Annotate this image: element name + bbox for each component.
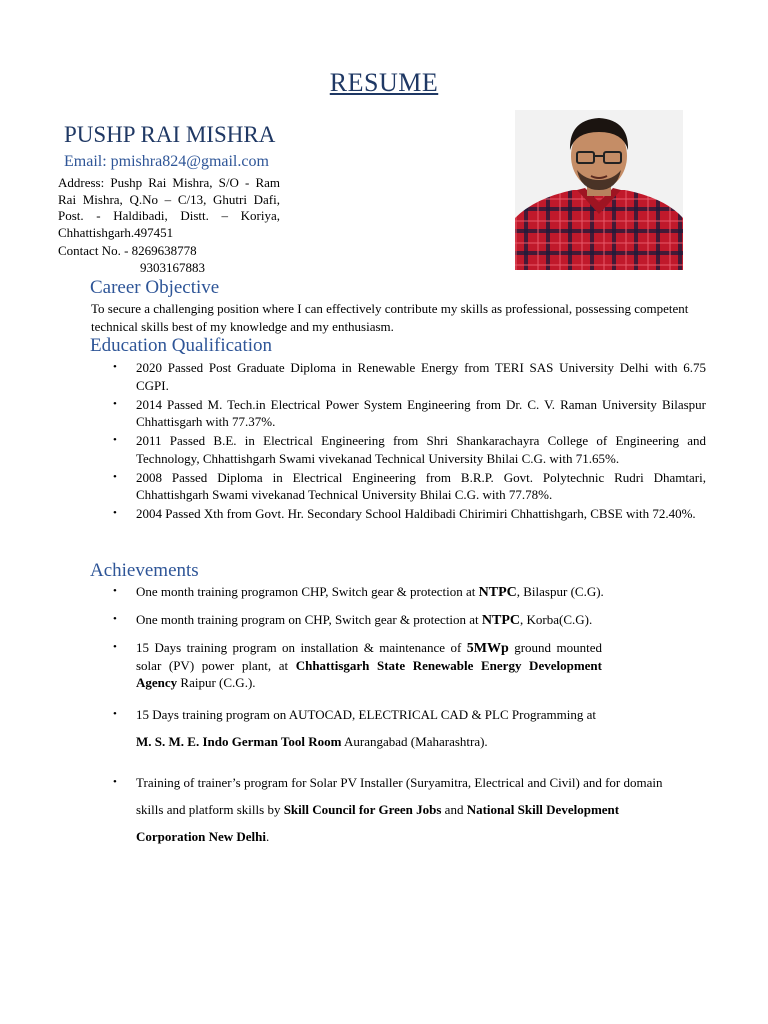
page-title: RESUME bbox=[329, 68, 439, 97]
achievement-org: Skill Council for Green Jobs bbox=[283, 802, 442, 817]
achievement-text: Raipur (C.G.). bbox=[177, 675, 256, 690]
list-item: • 2004 Passed Xth from Govt. Hr. Secondary School Haldibadi Chirimiri Chhattishgarh, CBSE with 72.40%. bbox=[113, 505, 706, 523]
achievements-list bbox=[113, 583, 706, 850]
achievement-text: . bbox=[266, 829, 270, 844]
career-objective-heading: Career Objective bbox=[90, 277, 220, 298]
candidate-name: PUSHP RAI MISHRA bbox=[64, 122, 276, 147]
achievement-org: National Skill Development Corporation New Delhi bbox=[136, 802, 620, 844]
achievement-text: Aurangabad (Maharashtra). bbox=[341, 734, 488, 749]
achievement-org: M. S. M. E. Indo German Tool Room bbox=[136, 734, 342, 749]
list-item bbox=[113, 701, 706, 755]
achievement-text: , Korba(C.G). bbox=[520, 612, 593, 627]
achievement-text: , Bilaspur (C.G). bbox=[516, 584, 604, 599]
achievement-capacity: 5MWp bbox=[466, 641, 509, 656]
list-item: • 2011 Passed B.E. in Electrical Engineering from Shri Shankarachayra College of Engineering and Technology, Chhattishgarh Swami vivekanad Technical University Bhilai C.G. with 71.65%. bbox=[113, 432, 706, 467]
achievement-org: NTPC bbox=[478, 585, 517, 600]
list-item: • 2008 Passed Diploma in Electrical Engineering from B.R.P. Govt. Polytechnic Rudri Dhamtari, Chhattishgarh Swami vivekanad Technical University Bhilai C.G. with 77.78%. bbox=[113, 469, 706, 504]
contact-block bbox=[58, 242, 205, 276]
list-item bbox=[113, 639, 602, 691]
achievement-org: NTPC bbox=[481, 613, 521, 628]
list-item bbox=[113, 611, 706, 629]
email-line: Email: pmishra824@gmail.com bbox=[64, 153, 269, 170]
education-heading: Education Qualification bbox=[90, 335, 273, 356]
achievements-heading: Achievements bbox=[90, 560, 199, 581]
contact-number-secondary: 9303167883 bbox=[140, 260, 205, 275]
contact-number-primary: Contact No. - 8269638778 bbox=[58, 243, 197, 258]
list-item: • 2014 Passed M. Tech.in Electrical Power System Engineering from Dr. C. V. Raman University Bilaspur Chhattisgarh with 77.37%. bbox=[113, 396, 706, 431]
address-block: Address: Pushp Rai Mishra, S/O - Ram Rai Mishra, Q.No – C/13, Ghutri Dafi, Post. - Haldibadi, Distt. – Koriya, Chhattishgarh.497451 bbox=[58, 175, 280, 240]
education-list bbox=[113, 359, 706, 524]
achievement-text: 15 Days training program on AUTOCAD, ELECTRICAL CAD & PLC Programming at bbox=[136, 707, 597, 722]
achievement-text: 15 Days training program on installation & maintenance of bbox=[136, 640, 467, 655]
achievement-org: Chhattisgarh State Renewable Energy Development Agency bbox=[136, 658, 602, 690]
achievement-text: and bbox=[441, 802, 467, 817]
achievement-text: ground mounted solar (PV) power plant, at bbox=[136, 640, 602, 673]
profile-photo bbox=[515, 110, 683, 270]
list-item bbox=[113, 583, 706, 601]
achievement-text: One month training programon CHP, Switch gear & protection at bbox=[136, 584, 479, 599]
list-item bbox=[113, 769, 676, 850]
achievement-text: Training of trainer’s program for Solar PV Installer (Suryamitra, Electrical and Civil) and for domain skills and platform skills by bbox=[136, 775, 663, 817]
achievement-text: One month training program on CHP, Switch gear & protection at bbox=[136, 612, 482, 627]
list-item: • 2020 Passed Post Graduate Diploma in Renewable Energy from TERI SAS University Delhi with 6.75 CGPI. bbox=[113, 359, 706, 394]
career-objective-text: To secure a challenging position where I can effectively contribute my skills as professional, possessing competent technical skills best of my knowledge and my enthusiasm. bbox=[91, 301, 689, 334]
